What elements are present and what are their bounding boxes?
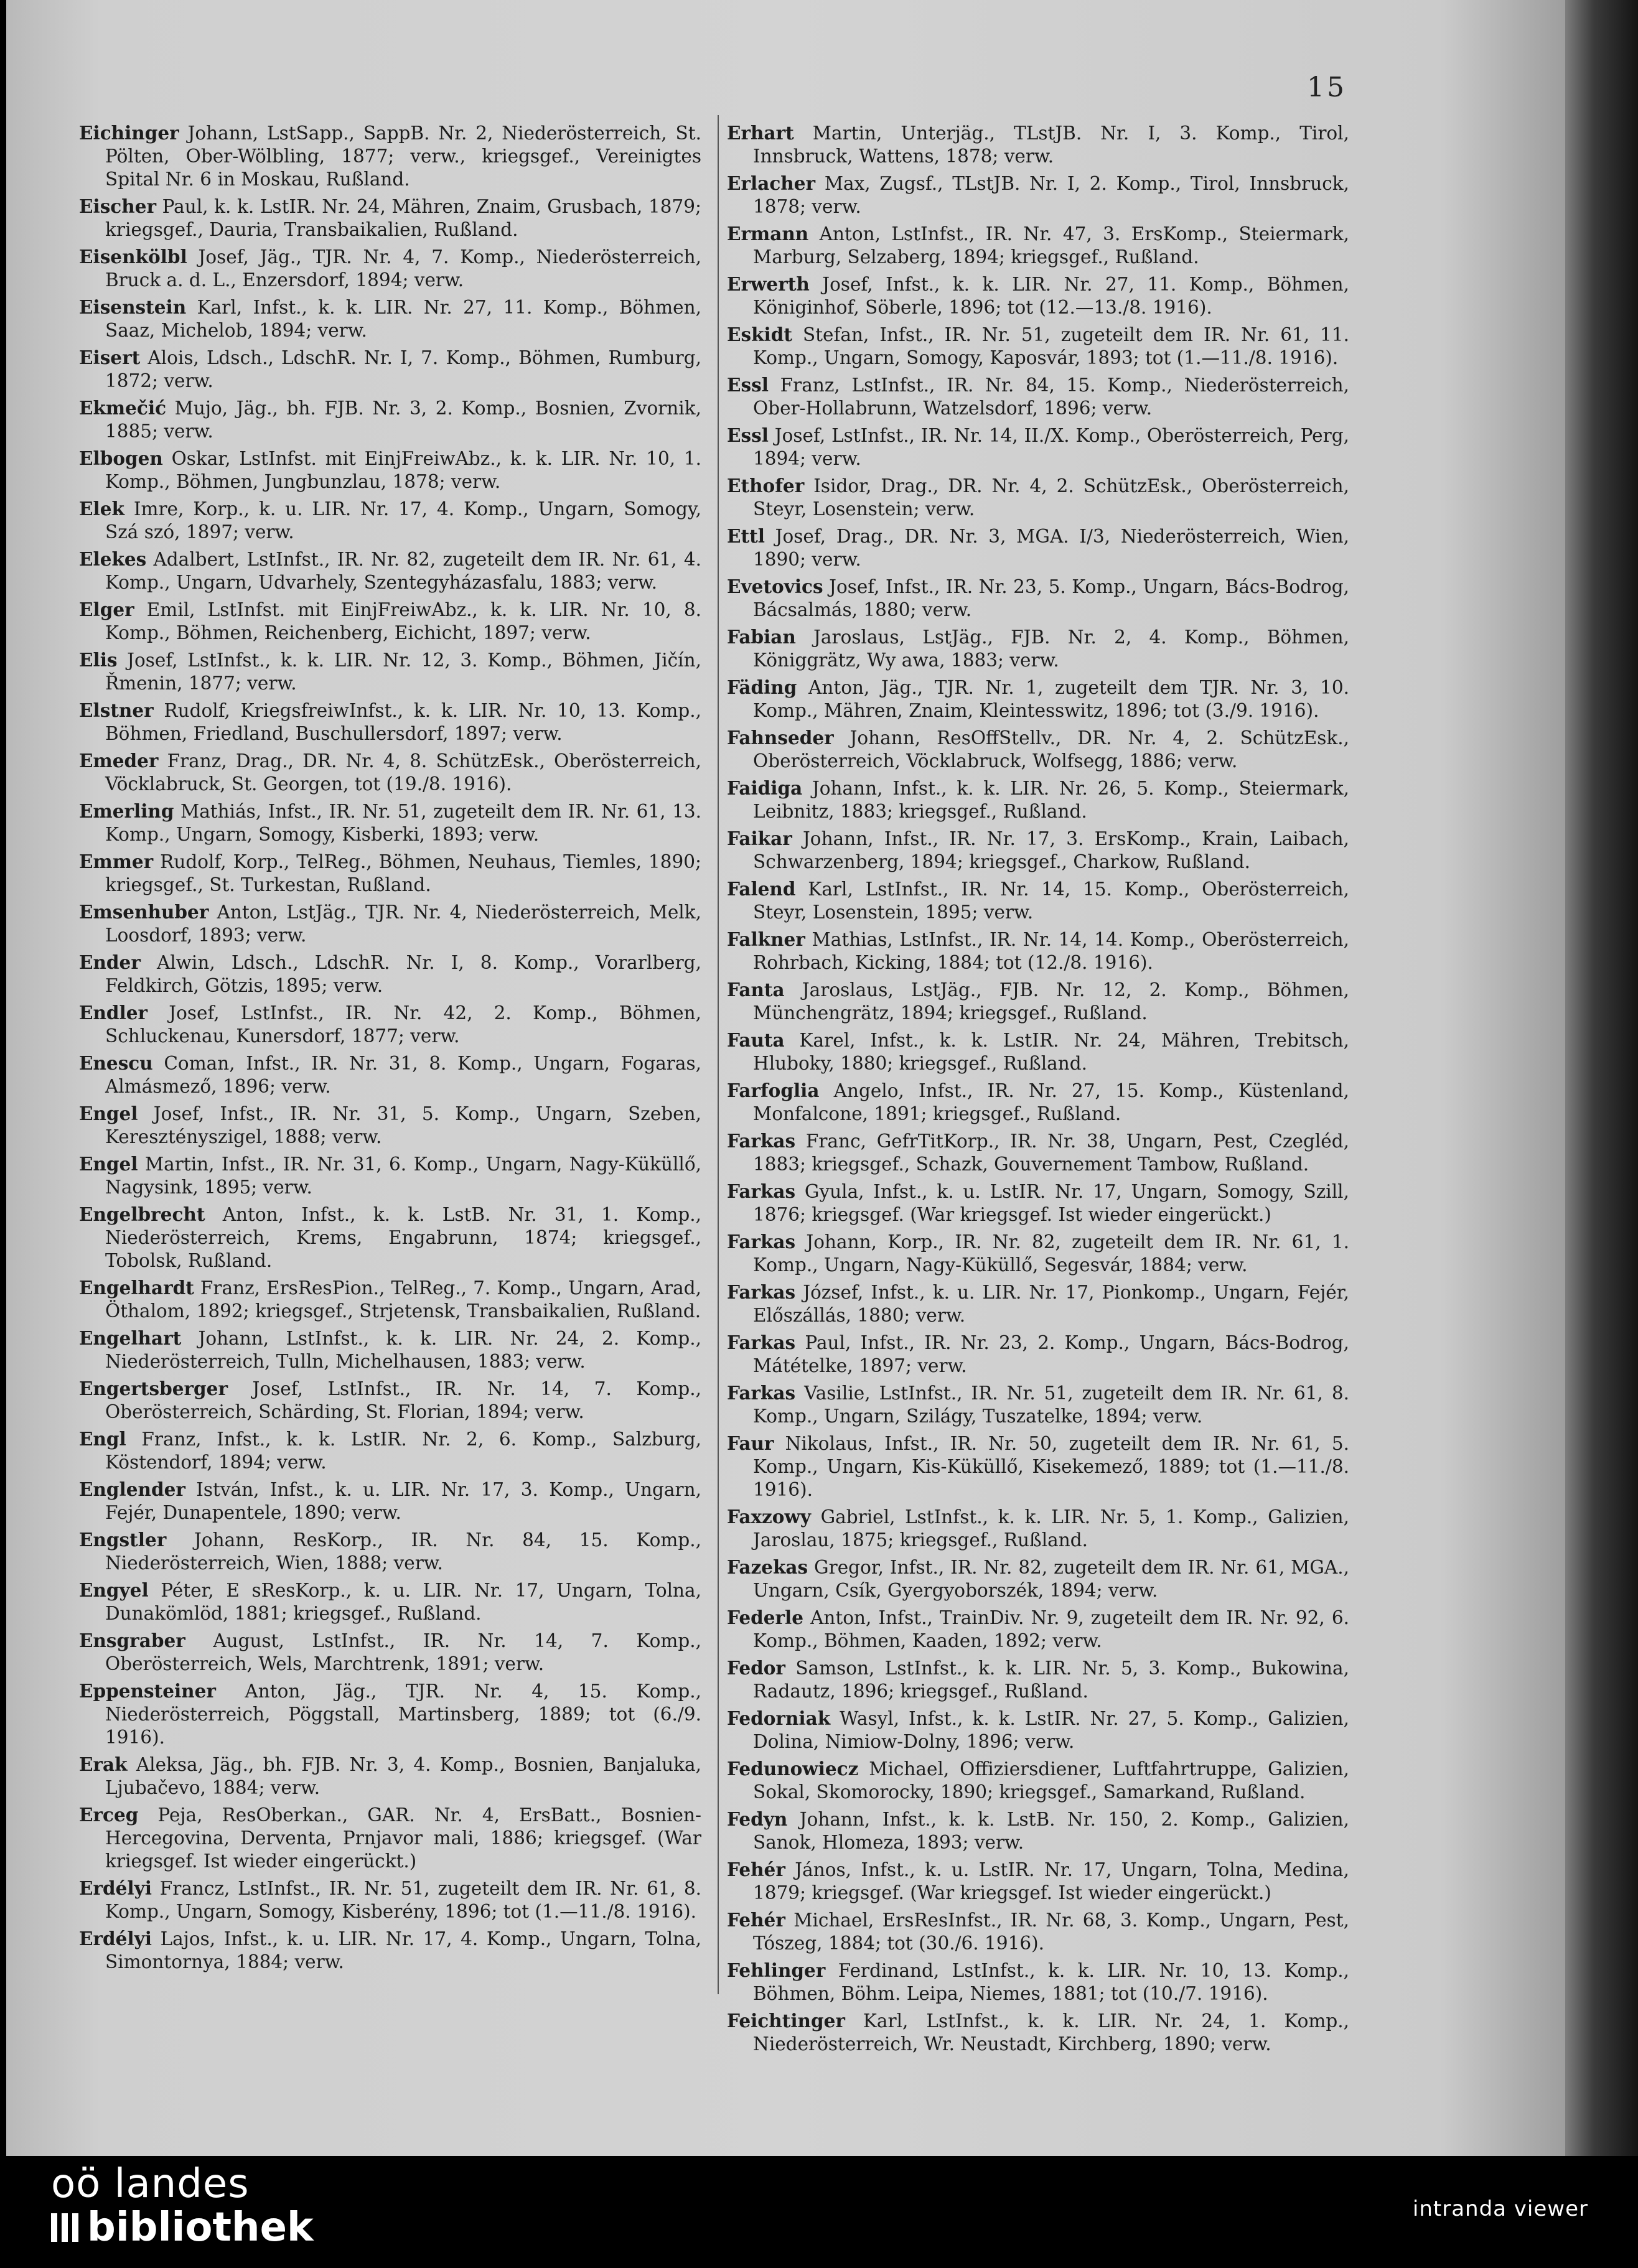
register-entry [79,1679,701,1749]
entry-details: Martin, Infst., IR. Nr. 31, 6. Komp., Ungarn, Nagy-Küküllő, Nagysink, 1895; verw. [105,1154,701,1198]
entry-details: Nikolaus, Infst., IR. Nr. 50, zugeteilt dem IR. Nr. 61, 5. Komp., Ungarn, Kis-Küküllő, Kisekemező, 1889; tot (1.—11./8. 1916). [753,1433,1349,1500]
register-entry [79,447,701,493]
entry-details: Lajos, Infst., k. u. LIR. Nr. 17, 4. Komp., Ungarn, Tolna, Simontornya, 1884; verw. [105,1928,701,1972]
entry-surname: Fauta [727,1029,785,1051]
entry-details: Ferdinand, LstInfst., k. k. LIR. Nr. 10, 13. Komp., Böhmen, Böhm. Leipa, Niemes, 1881; tot (10./7. 1916). [753,1960,1349,2004]
entry-details: Max, Zugsf., TLstJB. Nr. I, 2. Komp., Tirol, Innsbruck, 1878; verw. [753,173,1349,217]
register-entry [79,1427,701,1474]
entry-details: Alwin, Ldsch., LdschR. Nr. I, 8. Komp., Vorarlberg, Feldkirch, Götzis, 1895; verw. [105,952,701,996]
entry-surname: Essl [727,424,769,446]
entry-surname: Engelhardt [79,1277,194,1299]
register-entry [79,1927,701,1974]
entry-details: Isidor, Drag., DR. Nr. 4, 2. SchützEsk., Oberösterreich, Steyr, Losenstein; verw. [753,475,1349,520]
entry-details: Mathias, LstInfst., IR. Nr. 14, 14. Komp., Oberösterreich, Rohrbach, Kicking, 1884; tot (12./8. 1916). [753,929,1349,973]
entry-details: Imre, Korp., k. u. LIR. Nr. 17, 4. Komp., Ungarn, Somogy, Szá szó, 1897; verw. [105,498,701,543]
entry-details: Johann, Korp., IR. Nr. 82, zugeteilt dem IR. Nr. 61, 1. Komp., Ungarn, Nagy-Küküllő, Segesvár, 1884; verw. [753,1231,1349,1276]
entry-surname: Farkas [727,1180,796,1202]
scanned-page [6,0,1565,2156]
entry-surname: Engelbrecht [79,1203,205,1225]
entry-details: Johann, ResOffStellv., DR. Nr. 4, 2. SchützEsk., Oberösterreich, Vöcklabruck, Wolfsegg, 1886; verw. [753,727,1349,772]
entry-surname: Emeder [79,750,159,772]
register-entry [79,1528,701,1575]
entry-surname: Faikar [727,828,792,849]
entry-details: Vasilie, LstInfst., IR. Nr. 51, zugeteilt dem IR. Nr. 61, 8. Komp., Ungarn, Szilágy, Tuszatelke, 1894; verw. [753,1383,1349,1427]
entry-details: Karl, LstInfst., k. k. LIR. Nr. 24, 1. Komp., Niederösterreich, Wr. Neustadt, Kirchberg, 1890; verw. [753,2010,1349,2055]
entry-details: Gabriel, LstInfst., k. k. LIR. Nr. 5, 1. Komp., Galizien, Jaroslau, 1875; kriegsgef., Rußland. [753,1506,1349,1551]
register-entry [79,1102,701,1149]
register-entry [79,1152,701,1199]
entry-surname: Fäding [727,676,797,698]
register-entry [727,121,1349,168]
entry-surname: Elger [79,599,134,620]
entry-surname: Elstner [79,699,154,721]
register-entry [79,598,701,645]
register-entry [79,1203,701,1272]
entry-surname: Fehér [727,1859,785,1880]
entry-surname: Farfoglia [727,1080,820,1101]
register-entry [727,222,1349,269]
entry-details: Josef, LstInfst., IR. Nr. 42, 2. Komp., Böhmen, Schluckenau, Kunersdorf, 1877; verw. [105,1002,701,1047]
entry-details: Josef, Drag., DR. Nr. 3, MGA. I/3, Niederösterreich, Wien, 1890; verw. [753,526,1349,570]
register-entry [727,1505,1349,1552]
entry-details: Samson, LstInfst., k. k. LIR. Nr. 5, 3. Komp., Bukowina, Radautz, 1896; kriegsgef., Rußland. [753,1658,1349,1702]
entry-details: Coman, Infst., IR. Nr. 31, 8. Komp., Ungarn, Fogaras, Almásmező, 1896; verw. [105,1053,701,1097]
register-entry [79,346,701,393]
register-entry [727,827,1349,874]
entry-details: Alois, Ldsch., LdschR. Nr. I, 7. Komp., Böhmen, Rumburg, 1872; verw. [105,347,701,391]
entry-details: Anton, Jäg., TJR. Nr. 1, zugeteilt dem TJR. Nr. 3, 10. Komp., Mähren, Znaim, Kleintesswitz, 1896; tot (3./9. 1916). [753,677,1349,721]
entry-details: Josef, Infst., IR. Nr. 23, 5. Komp., Ungarn, Bács-Bodrog, Bácsalmás, 1880; verw. [753,576,1349,620]
register-entry [727,1432,1349,1501]
entry-details: Franz, ErsResPion., TelReg., 7. Komp., Ungarn, Arad, Öthalom, 1892; kriegsgef., Strjetensk, Transbaikalien, Rußland. [105,1277,701,1322]
entry-surname: Engertsberger [79,1378,228,1399]
entry-details: Michael, Offiziersdiener, Luftfahrtruppe, Galizien, Sokal, Skomorocky, 1890; kriegsgef., Samarkand, Rußland. [753,1758,1349,1803]
logo-line2: bibliothek [87,2205,314,2251]
entry-details: Anton, LstJäg., TJR. Nr. 4, Niederösterreich, Melk, Loosdorf, 1893; verw. [105,902,701,946]
entry-details: István, Infst., k. u. LIR. Nr. 17, 3. Komp., Ungarn, Fejér, Dunapentele, 1890; verw. [105,1479,701,1523]
register-entry [727,726,1349,773]
entry-details: Franc, GefrTitKorp., IR. Nr. 38, Ungarn, Pest, Czegléd, 1883; kriegsgef., Schazk, Gouvernement Tambow, Rußland. [753,1131,1349,1175]
register-entry [727,323,1349,370]
entry-surname: Fehér [727,1909,785,1931]
entry-details: Michael, ErsResInfst., IR. Nr. 68, 3. Komp., Ungarn, Pest, Tószeg, 1884; tot (30./6. 1916). [753,1910,1349,1954]
register-entry [79,121,701,191]
register-entry [79,1377,701,1424]
entry-details: Franz, LstInfst., IR. Nr. 84, 15. Komp., Niederösterreich, Ober-Hollabrunn, Watzelsdorf, 1896; verw. [753,375,1349,419]
entry-surname: Feichtinger [727,2010,845,2032]
register-entry [727,172,1349,218]
entry-surname: Eppensteiner [79,1680,216,1702]
entry-details: János, Infst., k. u. LstIR. Nr. 17, Ungarn, Tolna, Medina, 1879; kriegsgef. (War kriegsgef. Ist wieder eingerückt.) [753,1859,1349,1903]
register-entry [79,900,701,947]
entry-details: Paul, k. k. LstIR. Nr. 24, Mähren, Znaim, Grusbach, 1879; kriegsgef., Dauria, Transbaikalien, Rußland. [105,196,701,240]
entry-details: Johann, LstSapp., SappB. Nr. 2, Niederösterreich, St. Pölten, Ober-Wölbling, 1877; verw., kriegsgef., Vereinigtes Spital Nr. 6 in Moskau, Rußland. [105,123,701,190]
entry-surname: Engel [79,1153,138,1175]
right-column [727,121,1349,2060]
entry-details: Johann, Infst., IR. Nr. 17, 3. ErsKomp., Krain, Laibach, Schwarzenberg, 1894; kriegsgef., Charkow, Rußland. [753,828,1349,872]
register-entry [727,373,1349,420]
register-entry [727,978,1349,1025]
register-entry [727,273,1349,319]
entry-surname: Ensgraber [79,1630,185,1651]
entry-details: Francz, LstInfst., IR. Nr. 51, zugeteilt dem IR. Nr. 61, 8. Komp., Ungarn, Somogy, Kisberény, 1896; tot (1.—11./8. 1916). [105,1878,701,1922]
register-entry [79,699,701,745]
register-entry [79,296,701,342]
entry-surname: Ekmečić [79,397,167,419]
register-entry [727,1808,1349,1854]
entry-surname: Farkas [727,1332,796,1353]
entry-surname: Erwerth [727,273,810,295]
column-divider [718,115,719,1994]
entry-surname: Falend [727,878,796,900]
entry-details: Paul, Infst., IR. Nr. 23, 2. Komp., Ungarn, Bács-Bodrog, Mátételke, 1897; verw. [753,1332,1349,1376]
register-entry [727,1656,1349,1703]
entry-surname: Fazekas [727,1556,808,1578]
entry-surname: Eisenstein [79,296,187,318]
library-logo[interactable] [51,2162,314,2249]
entry-surname: Elis [79,649,118,671]
left-column [79,121,701,1977]
page-number: 15 [1307,72,1347,103]
entry-details: Franz, Infst., k. k. LstIR. Nr. 2, 6. Komp., Salzburg, Köstendorf, 1894; verw. [105,1429,701,1473]
entry-details: Josef, LstInfst., IR. Nr. 14, II./X. Komp., Oberösterreich, Perg, 1894; verw. [753,425,1349,469]
entry-surname: Eischer [79,195,157,217]
entry-surname: Ettl [727,525,765,547]
entry-surname: Ender [79,951,141,973]
entry-surname: Erdélyi [79,1928,152,1949]
entry-surname: Erhart [727,122,794,144]
entry-surname: Engel [79,1103,138,1124]
entry-details: Anton, Infst., k. k. LstB. Nr. 31, 1. Komp., Niederösterreich, Krems, Engabrunn, 1874; kriegsgef., Tobolsk, Rußland. [105,1204,701,1271]
entry-surname: Eskidt [727,324,792,345]
register-entry [727,1606,1349,1653]
entry-details: Mathiás, Infst., IR. Nr. 51, zugeteilt dem IR. Nr. 61, 13. Komp., Ungarn, Somogy, Kisberki, 1893; verw. [105,801,701,845]
register-entry [79,749,701,796]
register-entry [727,474,1349,521]
register-entry [727,625,1349,672]
entry-details: Josef, LstInfst., k. k. LIR. Nr. 12, 3. Komp., Böhmen, Jičín, Řmenin, 1877; verw. [105,650,701,694]
register-entry [79,1877,701,1923]
entry-surname: Elbogen [79,447,163,469]
entry-surname: Eichinger [79,122,179,144]
entry-surname: Eisenkölbl [79,246,187,268]
entry-details: József, Infst., k. u. LIR. Nr. 17, Pionkomp., Ungarn, Fejér, Előszállás, 1880; verw. [753,1282,1349,1326]
entry-surname: Falkner [727,928,805,950]
register-entry [79,800,701,846]
entry-details: Josef, Infst., IR. Nr. 31, 5. Komp., Ungarn, Szeben, Keresztényszigel, 1888; verw. [105,1103,701,1147]
entry-details: Josef, Jäg., TJR. Nr. 4, 7. Komp., Niederösterreich, Bruck a. d. L., Enzersdorf, 1894; verw. [105,246,701,291]
register-entry [79,396,701,443]
register-entry [79,245,701,292]
entry-surname: Fedor [727,1657,785,1679]
register-entry [727,1029,1349,1075]
register-entry [727,1556,1349,1602]
entry-surname: Engl [79,1428,126,1450]
entry-surname: Fanta [727,979,785,1001]
page-edge [1565,0,1638,2156]
entry-surname: Enescu [79,1052,153,1074]
register-entry [79,951,701,997]
register-entry [79,1052,701,1098]
entry-details: Peja, ResOberkan., GAR. Nr. 4, ErsBatt., Bosnien-Hercegovina, Derventa, Prnjavor mali, 1886; kriegsgef. (War kriegsgef. Ist wieder eingerückt.) [105,1804,701,1872]
logo-line1: oö landes [51,2161,250,2207]
entry-surname: Erceg [79,1804,139,1826]
entry-surname: Ermann [727,223,809,245]
register-entry [727,777,1349,823]
entry-details: Josef, Infst., k. k. LIR. Nr. 27, 11. Komp., Böhmen, Königinhof, Söberle, 1896; tot (12.—13./8. 1916). [753,274,1349,318]
register-entry [727,424,1349,470]
register-entry [727,1381,1349,1428]
entry-surname: Farkas [727,1281,796,1303]
entry-details: Péter, E sResKorp., k. u. LIR. Nr. 17, Ungarn, Tolna, Dunakömlöd, 1881; kriegsgef., Rußland. [105,1580,701,1624]
entry-details: Anton, Jäg., TJR. Nr. 4, 15. Komp., Niederösterreich, Pöggstall, Martinsberg, 1889; tot (6./9. 1916). [105,1681,701,1748]
entry-details: Mujo, Jäg., bh. FJB. Nr. 3, 2. Komp., Bosnien, Zvornik, 1885; verw. [105,398,701,442]
entry-details: Karl, Infst., k. k. LIR. Nr. 27, 11. Komp., Böhmen, Saaz, Michelob, 1894; verw. [105,297,701,341]
register-entry [79,1579,701,1625]
register-entry [79,1327,701,1373]
entry-surname: Erdélyi [79,1877,152,1899]
register-entry [727,2009,1349,2056]
logo-bars-icon [51,2213,78,2242]
entry-details: Stefan, Infst., IR. Nr. 51, zugeteilt dem IR. Nr. 61, 11. Komp., Ungarn, Somogy, Kaposvár, 1893; tot (1.—11./8. 1916). [753,324,1349,368]
entry-surname: Ethofer [727,475,805,497]
entry-details: Emil, LstInfst. mit EinjFreiwAbz., k. k. LIR. Nr. 10, 8. Komp., Böhmen, Reichenberg, Eichicht, 1897; verw. [105,599,701,643]
register-entry [79,1803,701,1873]
entry-surname: Engstler [79,1529,167,1551]
entry-details: Gyula, Infst., k. u. LstIR. Nr. 17, Ungarn, Somogy, Szill, 1876; kriegsgef. (War kriegsgef. Ist wieder eingerückt.) [753,1181,1349,1225]
entry-surname: Fehlinger [727,1959,826,1981]
register-entry [727,1331,1349,1378]
entry-surname: Essl [727,374,769,396]
register-entry [727,877,1349,924]
entry-details: Karl, LstInfst., IR. Nr. 14, 15. Komp., Oberösterreich, Steyr, Losenstein, 1895; verw. [753,879,1349,923]
viewer-label[interactable]: intranda viewer [1412,2196,1588,2221]
entry-surname: Erak [79,1753,128,1775]
entry-surname: Evetovics [727,576,823,597]
entry-details: Karel, Infst., k. k. LstIR. Nr. 24, Mähren, Trebitsch, Hluboky, 1880; kriegsgef., Rußland. [753,1030,1349,1074]
entry-surname: Fedorniak [727,1707,831,1729]
register-entry [79,1753,701,1799]
entry-surname: Elekes [79,548,147,570]
entry-details: Johann, LstInfst., k. k. LIR. Nr. 24, 2. Komp., Niederösterreich, Tulln, Michelhausen, 1883; verw. [105,1328,701,1372]
entry-details: Adalbert, LstInfst., IR. Nr. 82, zugeteilt dem IR. Nr. 61, 4. Komp., Ungarn, Udvarhely, Szentegyházasfalu, 1883; verw. [105,549,701,593]
entry-surname: Farkas [727,1231,796,1253]
entry-details: Wasyl, Infst., k. k. LstIR. Nr. 27, 5. Komp., Galizien, Dolina, Nimiow-Dolny, 1896; verw. [753,1708,1349,1752]
register-entry [727,1281,1349,1327]
entry-details: Josef, LstInfst., IR. Nr. 14, 7. Komp., Oberösterreich, Schärding, St. Florian, 1894; verw. [105,1378,701,1422]
register-entry [79,1478,701,1524]
entry-details: Jaroslaus, LstJäg., FJB. Nr. 2, 4. Komp., Böhmen, Königgrätz, Wy awa, 1883; verw. [753,627,1349,671]
register-entry [727,1858,1349,1905]
entry-details: Jaroslaus, LstJäg., FJB. Nr. 12, 2. Komp., Böhmen, Münchengrätz, 1894; kriegsgef., Rußland. [753,979,1349,1024]
register-entry [79,195,701,241]
entry-details: Martin, Unterjäg., TLstJB. Nr. I, 3. Komp., Tirol, Innsbruck, Wattens, 1878; verw. [753,123,1349,167]
register-entry [79,1276,701,1323]
entry-surname: Eisert [79,347,141,368]
entry-details: Johann, Infst., k. k. LstB. Nr. 150, 2. Komp., Galizien, Sanok, Hlomeza, 1893; verw. [753,1809,1349,1853]
entry-surname: Farkas [727,1130,796,1152]
register-entry [79,548,701,594]
register-entry [727,1129,1349,1176]
entry-surname: Federle [727,1607,804,1628]
entry-surname: Emmer [79,851,154,872]
logo-line2-row [51,2206,314,2249]
entry-surname: Engelhart [79,1327,182,1349]
entry-details: Angelo, Infst., IR. Nr. 27, 15. Komp., Küstenland, Monfalcone, 1891; kriegsgef., Rußland. [753,1080,1349,1124]
register-entry [727,1079,1349,1126]
entry-surname: Engyel [79,1579,149,1601]
register-entry [727,1959,1349,2005]
register-entry [727,676,1349,722]
register-entry [727,1180,1349,1226]
entry-surname: Emerling [79,800,174,822]
entry-surname: Faidiga [727,777,803,799]
entry-details: Anton, LstInfst., IR. Nr. 47, 3. ErsKomp., Steiermark, Marburg, Selzaberg, 1894; kriegsgef., Rußland. [753,223,1349,268]
entry-surname: Farkas [727,1382,796,1404]
entry-details: August, LstInfst., IR. Nr. 14, 7. Komp., Oberösterreich, Wels, Marchtrenk, 1891; verw. [105,1630,701,1674]
entry-details: Rudolf, KriegsfreiwInfst., k. k. LIR. Nr. 10, 13. Komp., Böhmen, Friedland, Buschullersdorf, 1897; verw. [105,700,701,744]
entry-surname: Elek [79,498,124,520]
entry-surname: Fabian [727,626,796,648]
entry-surname: Fedyn [727,1808,788,1830]
entry-details: Oskar, LstInfst. mit EinjFreiwAbz., k. k. LIR. Nr. 10, 1. Komp., Böhmen, Jungbunzlau, 1878; verw. [105,448,701,492]
register-entry [79,1001,701,1048]
entry-surname: Fedunowiecz [727,1758,859,1780]
register-entry [79,1629,701,1676]
register-entry [79,850,701,897]
register-entry [727,1230,1349,1277]
register-entry [727,928,1349,974]
register-entry [79,497,701,544]
entry-surname: Englender [79,1478,185,1500]
entry-surname: Erlacher [727,172,816,194]
entry-surname: Emsenhuber [79,901,209,923]
entry-surname: Endler [79,1002,148,1024]
entry-details: Aleksa, Jäg., bh. FJB. Nr. 3, 4. Komp., Bosnien, Banjaluka, Ljubačevo, 1884; verw. [105,1754,701,1798]
entry-surname: Fahnseder [727,727,834,749]
entry-surname: Faxzowy [727,1506,811,1528]
entry-details: Johann, ResKorp., IR. Nr. 84, 15. Komp., Niederösterreich, Wien, 1888; verw. [105,1529,701,1574]
entry-details: Rudolf, Korp., TelReg., Böhmen, Neuhaus, Tiemles, 1890; kriegsgef., St. Turkestan, Rußland. [105,851,701,895]
register-entry [727,575,1349,622]
entry-details: Franz, Drag., DR. Nr. 4, 8. SchützEsk., Oberösterreich, Vöcklabruck, St. Georgen, tot (19./8. 1916). [105,750,701,795]
register-entry [727,525,1349,571]
entry-details: Johann, Infst., k. k. LIR. Nr. 26, 5. Komp., Steiermark, Leibnitz, 1883; kriegsgef., Rußland. [753,778,1349,822]
register-entry [727,1707,1349,1753]
entry-surname: Faur [727,1432,774,1454]
register-entry [79,648,701,695]
entry-details: Gregor, Infst., IR. Nr. 82, zugeteilt dem IR. Nr. 61, MGA., Ungarn, Csík, Gyergyoborszék, 1894; verw. [753,1557,1349,1601]
register-entry [727,1757,1349,1804]
entry-details: Anton, Infst., TrainDiv. Nr. 9, zugeteilt dem IR. Nr. 92, 6. Komp., Böhmen, Kaaden, 1892; verw. [753,1607,1349,1651]
register-entry [727,1908,1349,1955]
